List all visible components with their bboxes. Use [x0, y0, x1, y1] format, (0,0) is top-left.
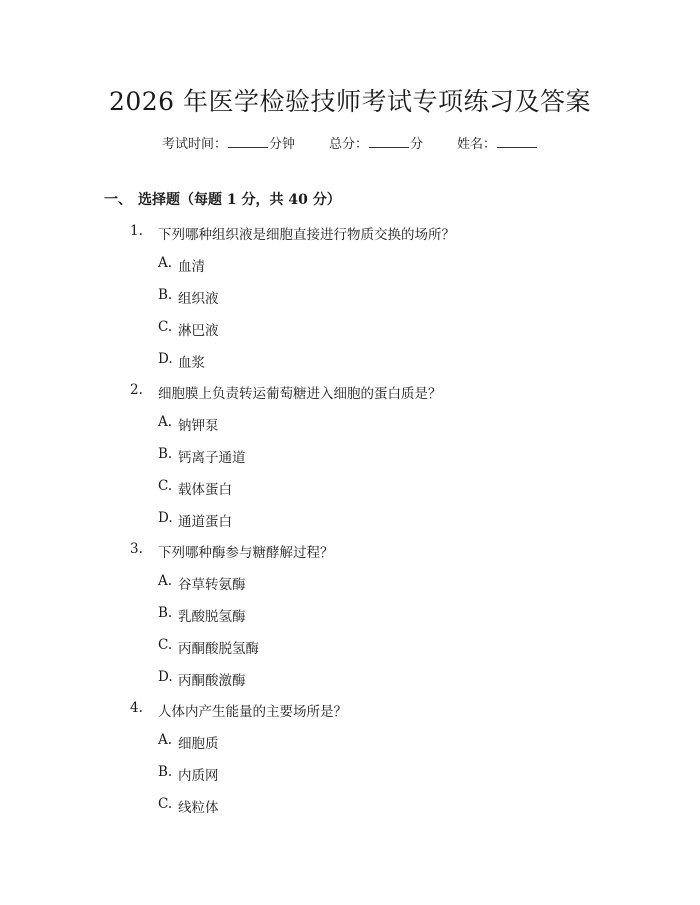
option-text: 线粒体	[178, 800, 219, 816]
time-label: 考试时间：	[161, 137, 227, 152]
question	[130, 223, 455, 243]
option-text: 内质网	[178, 768, 219, 784]
option	[158, 796, 219, 816]
option-letter: B.	[158, 446, 173, 462]
option-letter: A.	[158, 732, 173, 748]
question-number: 3.	[130, 541, 143, 557]
question-number: 1.	[130, 223, 143, 239]
option-letter: A.	[158, 255, 173, 271]
option-text: 丙酮酸激酶	[178, 673, 246, 689]
option-text: 丙酮酸脱氢酶	[178, 641, 259, 657]
option-letter: D.	[158, 669, 173, 685]
option-letter: D.	[158, 351, 173, 367]
score-label: 总分：	[328, 137, 368, 152]
section-heading	[104, 189, 341, 209]
score-blank	[369, 135, 409, 148]
time-blank	[228, 135, 268, 148]
option	[158, 319, 219, 339]
option	[158, 637, 259, 657]
option-text: 血清	[178, 259, 205, 275]
option-text: 细胞质	[178, 736, 219, 752]
question	[130, 382, 442, 402]
option-letter: C.	[158, 796, 173, 812]
option-text: 淋巴液	[178, 323, 219, 339]
section-title: 选择题（每题 1 分，共 40 分）	[138, 192, 341, 208]
question-text: 下列哪种组织液是细胞直接进行物质交换的场所？	[158, 227, 455, 243]
option-letter: A.	[158, 414, 173, 430]
question-text: 细胞膜上负责转运葡萄糖进入细胞的蛋白质是？	[158, 386, 442, 402]
option-letter: A.	[158, 573, 173, 589]
option	[158, 351, 205, 371]
option-letter: B.	[158, 764, 173, 780]
option	[158, 414, 219, 434]
option	[158, 605, 246, 625]
option-letter: C.	[158, 637, 173, 653]
option-text: 乳酸脱氢酶	[178, 609, 246, 625]
option	[158, 478, 232, 498]
option	[158, 732, 219, 752]
option-text: 钠钾泵	[178, 418, 219, 434]
option	[158, 669, 246, 689]
option-letter: C.	[158, 478, 173, 494]
option-letter: D.	[158, 510, 173, 526]
question-text: 下列哪种酶参与糖酵解过程？	[158, 545, 334, 561]
time-field	[162, 133, 295, 152]
option-letter: B.	[158, 287, 173, 303]
score-field	[329, 133, 423, 152]
question-text: 人体内产生能量的主要场所是？	[158, 704, 347, 720]
question	[130, 541, 334, 561]
option-text: 载体蛋白	[178, 482, 232, 498]
option-text: 组织液	[178, 291, 219, 307]
option-text: 谷草转氨酶	[178, 577, 246, 593]
section-number: 一、	[104, 192, 132, 208]
option-letter: B.	[158, 605, 173, 621]
option	[158, 573, 246, 593]
option	[158, 255, 205, 275]
option	[158, 510, 232, 530]
question-number: 2.	[130, 382, 143, 398]
name-label: 姓名：	[457, 137, 497, 152]
question-number: 4.	[130, 700, 143, 716]
question	[130, 700, 347, 720]
option	[158, 287, 219, 307]
option-text: 通道蛋白	[178, 514, 232, 530]
name-blank	[497, 135, 537, 148]
exam-meta	[0, 133, 700, 152]
option-text: 血浆	[178, 355, 205, 371]
option	[158, 764, 219, 784]
option-text: 钙离子通道	[178, 450, 246, 466]
option	[158, 446, 246, 466]
name-field	[457, 133, 538, 152]
score-unit: 分	[410, 137, 424, 152]
option-letter: C.	[158, 319, 173, 335]
document-title: 2026 年医学检验技师考试专项练习及答案	[108, 87, 592, 116]
time-unit: 分钟	[268, 137, 295, 152]
